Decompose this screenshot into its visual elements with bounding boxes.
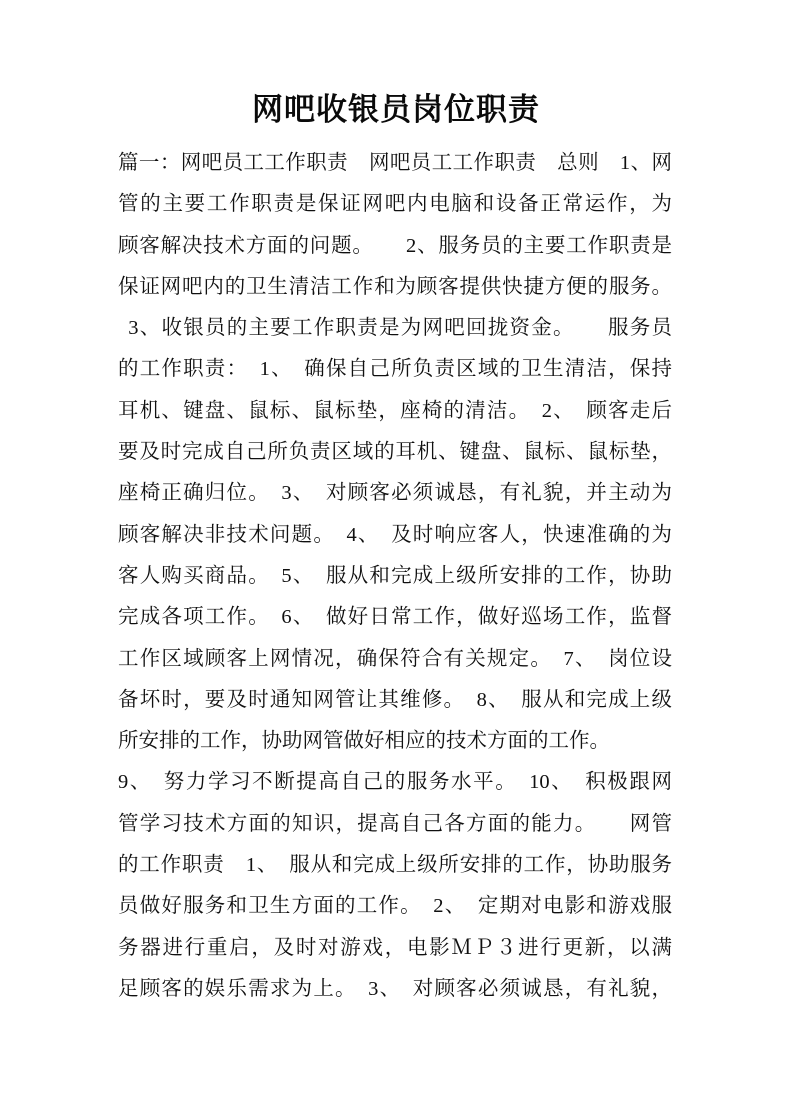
paragraph-line: 管学习技术方面的知识，提高自己各方面的能力。 网管 [118,812,672,835]
document-body [118,143,672,1010]
paragraph-line: 要及时完成自己所负责区域的耳机、键盘、鼠标、鼠标垫， [118,441,672,464]
paragraph-line: 篇一：网吧员工工作职责 网吧员工工作职责 总则 1、网 [118,152,672,174]
paragraph-line: 座椅正确归位。 3、 对顾客必须诚恳，有礼貌，并主动为 [118,482,672,505]
document-title: 网吧收银员岗位职责 [252,92,540,127]
paragraph-line: 的工作职责： 1、 确保自己所负责区域的卫生清洁，保持 [118,358,672,381]
paragraph-line: 员做好服务和卫生方面的工作。 2、 定期对电影和游戏服 [118,895,672,918]
paragraph-line: 管的主要工作职责是保证网吧内电脑和设备正常运作，为 [118,193,672,216]
paragraph-line: 9、 努力学习不断提高自己的服务水平。 10、 积极跟网 [118,771,672,794]
paragraph-line: 工作区域顾客上网情况，确保符合有关规定。 7、 岗位设 [118,647,672,670]
paragraph-line: 足顾客的娱乐需求为上。 3、 对顾客必须诚恳，有礼貌， [118,977,672,1000]
paragraph-line: 耳机、键盘、鼠标、鼠标垫，座椅的清洁。 2、 顾客走后 [118,399,672,422]
paragraph-line: 顾客解决非技术问题。 4、 及时响应客人，快速准确的为 [118,523,672,546]
paragraph-line: 保证网吧内的卫生清洁工作和为顾客提供快捷方便的服务。 [118,275,672,298]
paragraph-line: 备坏时，要及时通知网管让其维修。 8、 服从和完成上级 [118,688,672,711]
paragraph-line: 完成各项工作。 6、 做好日常工作，做好巡场工作，监督 [118,606,672,629]
paragraph-line: 客人购买商品。 5、 服从和完成上级所安排的工作，协助 [118,564,672,587]
paragraph-line: 顾客解决技术方面的问题。 2、服务员的主要工作职责是 [118,234,672,257]
paragraph-line: 所安排的工作，协助网管做好相应的技术方面的工作。 [118,730,610,753]
paragraph-line: 的工作职责 1、 服从和完成上级所安排的工作，协助服务 [118,854,672,877]
paragraph-line: 务器进行重启，及时对游戏，电影ＭＰ３进行更新，以满 [118,936,672,959]
paragraph-line: 3、收银员的主要工作职责是为网吧回拢资金。 服务员 [118,317,672,340]
